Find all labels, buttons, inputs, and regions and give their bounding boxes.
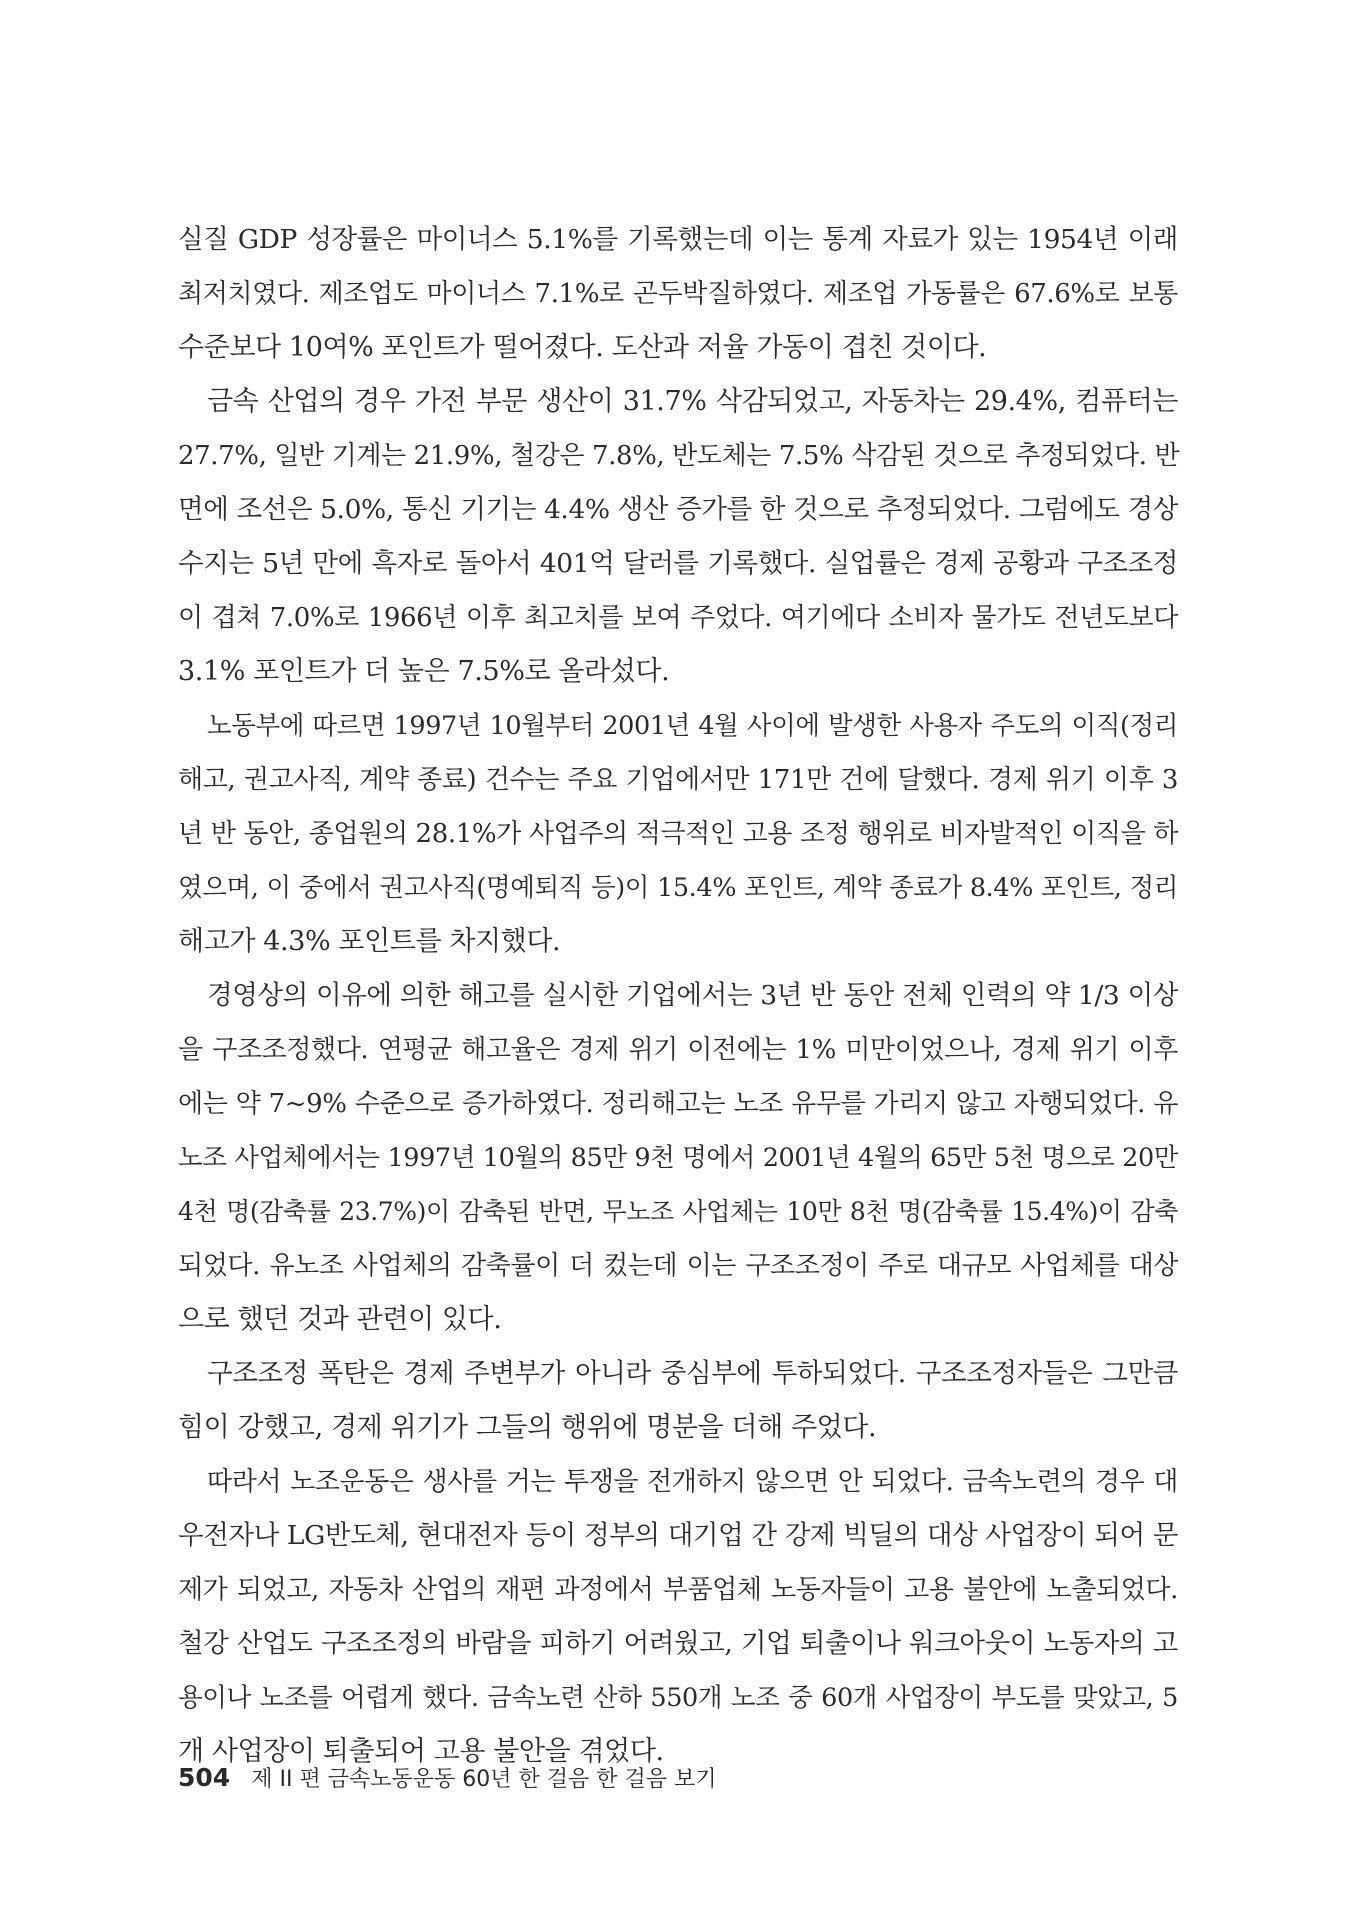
text-line: 철강 산업도 구조조정의 바람을 피하기 어려웠고, 기업 퇴출이나 워크아웃이 노동자의 고	[178, 1628, 1178, 1659]
text-line: 실질 GDP 성장률은 마이너스 5.1%를 기록했는데 이는 통계 자료가 있는 1954년 이래	[178, 224, 1178, 255]
text-line: 경영상의 이유에 의한 해고를 실시한 기업에서는 3년 반 동안 전체 인력의 약 1/3 이상	[207, 980, 1178, 1011]
page-footer	[178, 1758, 716, 1798]
text-line: 되었다. 유노조 사업체의 감축률이 더 컸는데 이는 구조조정이 주로 대규모 사업체를 대상	[178, 1251, 1178, 1281]
text-line: 최저치였다. 제조업도 마이너스 7.1%로 곤두박질하였다. 제조업 가동률은 67.6%로 보통	[178, 279, 1178, 309]
text-line: 수준보다 10여% 포인트가 떨어졌다. 도산과 저율 가동이 겹친 것이다.	[178, 332, 987, 363]
text-line: 년 반 동안, 종업원의 28.1%가 사업주의 적극적인 고용 조정 행위로 비자발적인 이직을 하	[178, 819, 1178, 849]
paragraph-5	[178, 1347, 1178, 1455]
paragraph-4	[178, 969, 1178, 1347]
text-line: 노동부에 따르면 1997년 10월부터 2001년 4월 사이에 발생한 사용자 주도의 이직(정리	[207, 711, 1178, 741]
page-number: 504	[178, 1763, 231, 1792]
text-line: 용이나 노조를 어렵게 했다. 금속노련 산하 550개 노조 중 60개 사업장이 부도를 맞았고, 5	[178, 1683, 1178, 1713]
text-line: 해고, 권고사직, 계약 종료) 건수는 주요 기업에서만 171만 건에 달했다. 경제 위기 이후 3	[178, 765, 1178, 795]
text-line: 구조조정 폭탄은 경제 주변부가 아니라 중심부에 투하되었다. 구조조정자들은 그만큼	[207, 1358, 1178, 1389]
text-line: 해고가 4.3% 포인트를 차지했다.	[178, 926, 561, 957]
text-line: 우전자나 LG반도체, 현대전자 등이 정부의 대기업 간 강제 빅딜의 대상 사업장이 되어 문	[178, 1520, 1178, 1551]
text-line: 노조 사업체에서는 1997년 10월의 85만 9천 명에서 2001년 4월의 65만 5천 명으로 20만	[178, 1143, 1178, 1173]
text-line: 수지는 5년 만에 흑자로 돌아서 401억 달러를 기록했다. 실업률은 경제 공황과 구조조정	[178, 548, 1178, 579]
text-line: 였으며, 이 중에서 권고사직(명예퇴직 등)이 15.4% 포인트, 계약 종료가 8.4% 포인트, 정리	[178, 873, 1178, 903]
text-line: 27.7%, 일반 기계는 21.9%, 철강은 7.8%, 반도체는 7.5% 삭감된 것으로 추정되었다. 반	[178, 441, 1180, 471]
text-line: 3.1% 포인트가 더 높은 7.5%로 올라섰다.	[178, 656, 670, 687]
paragraph-6	[178, 1455, 1178, 1779]
text-line: 따라서 노조운동은 생사를 거는 투쟁을 전개하지 않으면 안 되었다. 금속노련의 경우 대	[207, 1467, 1178, 1497]
paragraph-3	[178, 699, 1178, 969]
running-title: 제 II 편 금속노동운동 60년 한 걸음 한 걸음 보기	[251, 1767, 717, 1792]
text-line: 금속 산업의 경우 가전 부문 생산이 31.7% 삭감되었고, 자동차는 29.4%, 컴퓨터는	[207, 386, 1178, 417]
text-line: 으로 했던 것과 관련이 있다.	[178, 1304, 502, 1335]
text-line: 4천 명(감축률 23.7%)이 감축된 반면, 무노조 사업체는 10만 8천 명(감축률 15.4%)이 감축	[178, 1197, 1178, 1226]
paragraph-2	[178, 375, 1178, 699]
text-line: 을 구조조정했다. 연평균 해고율은 경제 위기 이전에는 1% 미만이었으나, 경제 위기 이후	[178, 1035, 1178, 1065]
text-line: 힘이 강했고, 경제 위기가 그들의 행위에 명분을 더해 주었다.	[178, 1412, 877, 1443]
text-line: 이 겹쳐 7.0%로 1966년 이후 최고치를 보여 주었다. 여기에다 소비자 물가도 전년도보다	[178, 603, 1178, 633]
text-line: 제가 되었고, 자동차 산업의 재편 과정에서 부품업체 노동자들이 고용 불안에 노출되었다.	[178, 1575, 1178, 1605]
text-line: 개 사업장이 퇴출되어 고용 불안을 겪었다.	[178, 1736, 664, 1767]
text-line: 면에 조선은 5.0%, 통신 기기는 4.4% 생산 증가를 한 것으로 추정되었다. 그럼에도 경상	[178, 494, 1178, 525]
paragraph-1	[178, 213, 1178, 375]
text-line: 에는 약 7~9% 수준으로 증가하였다. 정리해고는 노조 유무를 가리지 않고 자행되었다. 유	[178, 1089, 1179, 1119]
page-body	[178, 213, 1178, 1779]
